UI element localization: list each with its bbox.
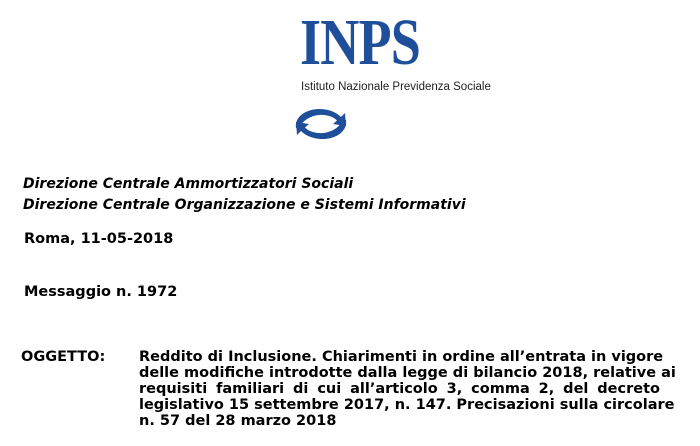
place-date: Roma, 11-05-2018 [24,231,174,247]
directorate-line: Direzione Centrale Organizzazione e Sistemi Informativi [23,197,466,213]
directorates [23,174,466,216]
subject-label: OGGETTO: [21,349,106,365]
subject-text [139,349,676,429]
subject-line: delle modifiche introdotte dalla legge di bilancio 2018, relative ai [139,365,676,381]
logo-arrows-icon [290,102,352,146]
logo-wordmark: INPS [300,6,421,79]
subject-line: legislativo 15 settembre 2017, n. 147. Precisazioni sulla circolare [139,397,675,413]
inps-logo [290,8,500,148]
directorate-line: Direzione Centrale Ammortizzatori Sociali [23,176,354,192]
message-number: Messaggio n. 1972 [24,284,178,300]
subject-line: Reddito di Inclusione. Chiarimenti in ordine all’entrata in vigore [139,349,664,365]
subject-line: requisiti familiari di cui all’articolo 3, comma 2, del decreto [139,381,660,397]
subject-line: n. 57 del 28 marzo 2018 [139,413,337,429]
logo-subtitle: Istituto Nazionale Previdenza Sociale [301,81,491,93]
